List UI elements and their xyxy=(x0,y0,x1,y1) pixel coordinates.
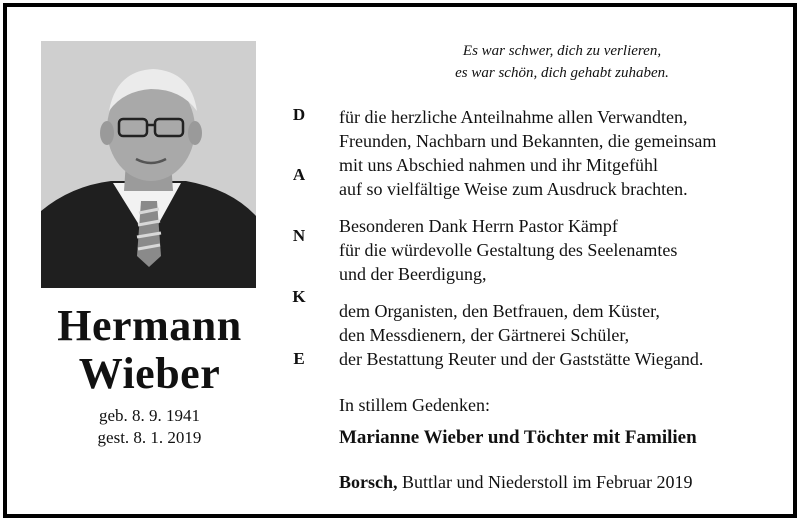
thanks-line: dem Organisten, den Betfrauen, dem Küster, xyxy=(339,301,660,321)
deceased-first-name: Hermann xyxy=(57,301,242,350)
signed-by-line: Marianne Wieber und Töchter mit Familien xyxy=(339,427,697,448)
portrait-photo xyxy=(41,41,256,288)
danke-letter-d: D xyxy=(292,105,306,124)
danke-letter-n: N xyxy=(292,226,306,245)
thanks-line: der Bestattung Reuter und der Gaststätte Wiegand. xyxy=(339,349,704,369)
danke-letter-k: K xyxy=(292,287,306,306)
thanks-line: Freunden, Nachbarn und Bekannten, die gemeinsam xyxy=(339,131,717,151)
place-date-line xyxy=(339,470,692,494)
motto-line-1: Es war schwer, dich zu verlieren, xyxy=(462,43,662,59)
birth-date: geb. 8. 9. 1941 xyxy=(98,406,201,425)
thanks-line: für die würdevolle Gestaltung des Seelenamtes xyxy=(339,240,678,260)
remembrance-line: In stillem Gedenken: xyxy=(339,395,490,415)
death-date: gest. 8. 1. 2019 xyxy=(97,428,202,447)
motto-line-2: es war schön, dich gehabt zuhaben. xyxy=(455,65,669,81)
deceased-last-name: Wieber xyxy=(78,349,221,398)
thanks-line: mit uns Abschied nahmen und ihr Mitgefühl xyxy=(339,155,658,175)
thanks-line: Besonderen Dank Herrn Pastor Kämpf xyxy=(339,216,618,236)
place-bold: Borsch, xyxy=(339,472,398,492)
danke-letter-e: E xyxy=(293,349,305,368)
thanks-line: den Messdienern, der Gärtnerei Schüler, xyxy=(339,325,630,345)
thanks-line: und der Beerdigung, xyxy=(339,264,487,284)
obituary-frame xyxy=(3,3,797,518)
danke-letter-a: A xyxy=(292,165,306,184)
thanks-line: auf so vielfältige Weise zum Ausdruck brachten. xyxy=(339,179,688,199)
thanks-line: für die herzliche Anteilnahme allen Verwandten, xyxy=(339,107,688,127)
place-rest: Buttlar und Niederstoll im Februar 2019 xyxy=(397,472,693,492)
